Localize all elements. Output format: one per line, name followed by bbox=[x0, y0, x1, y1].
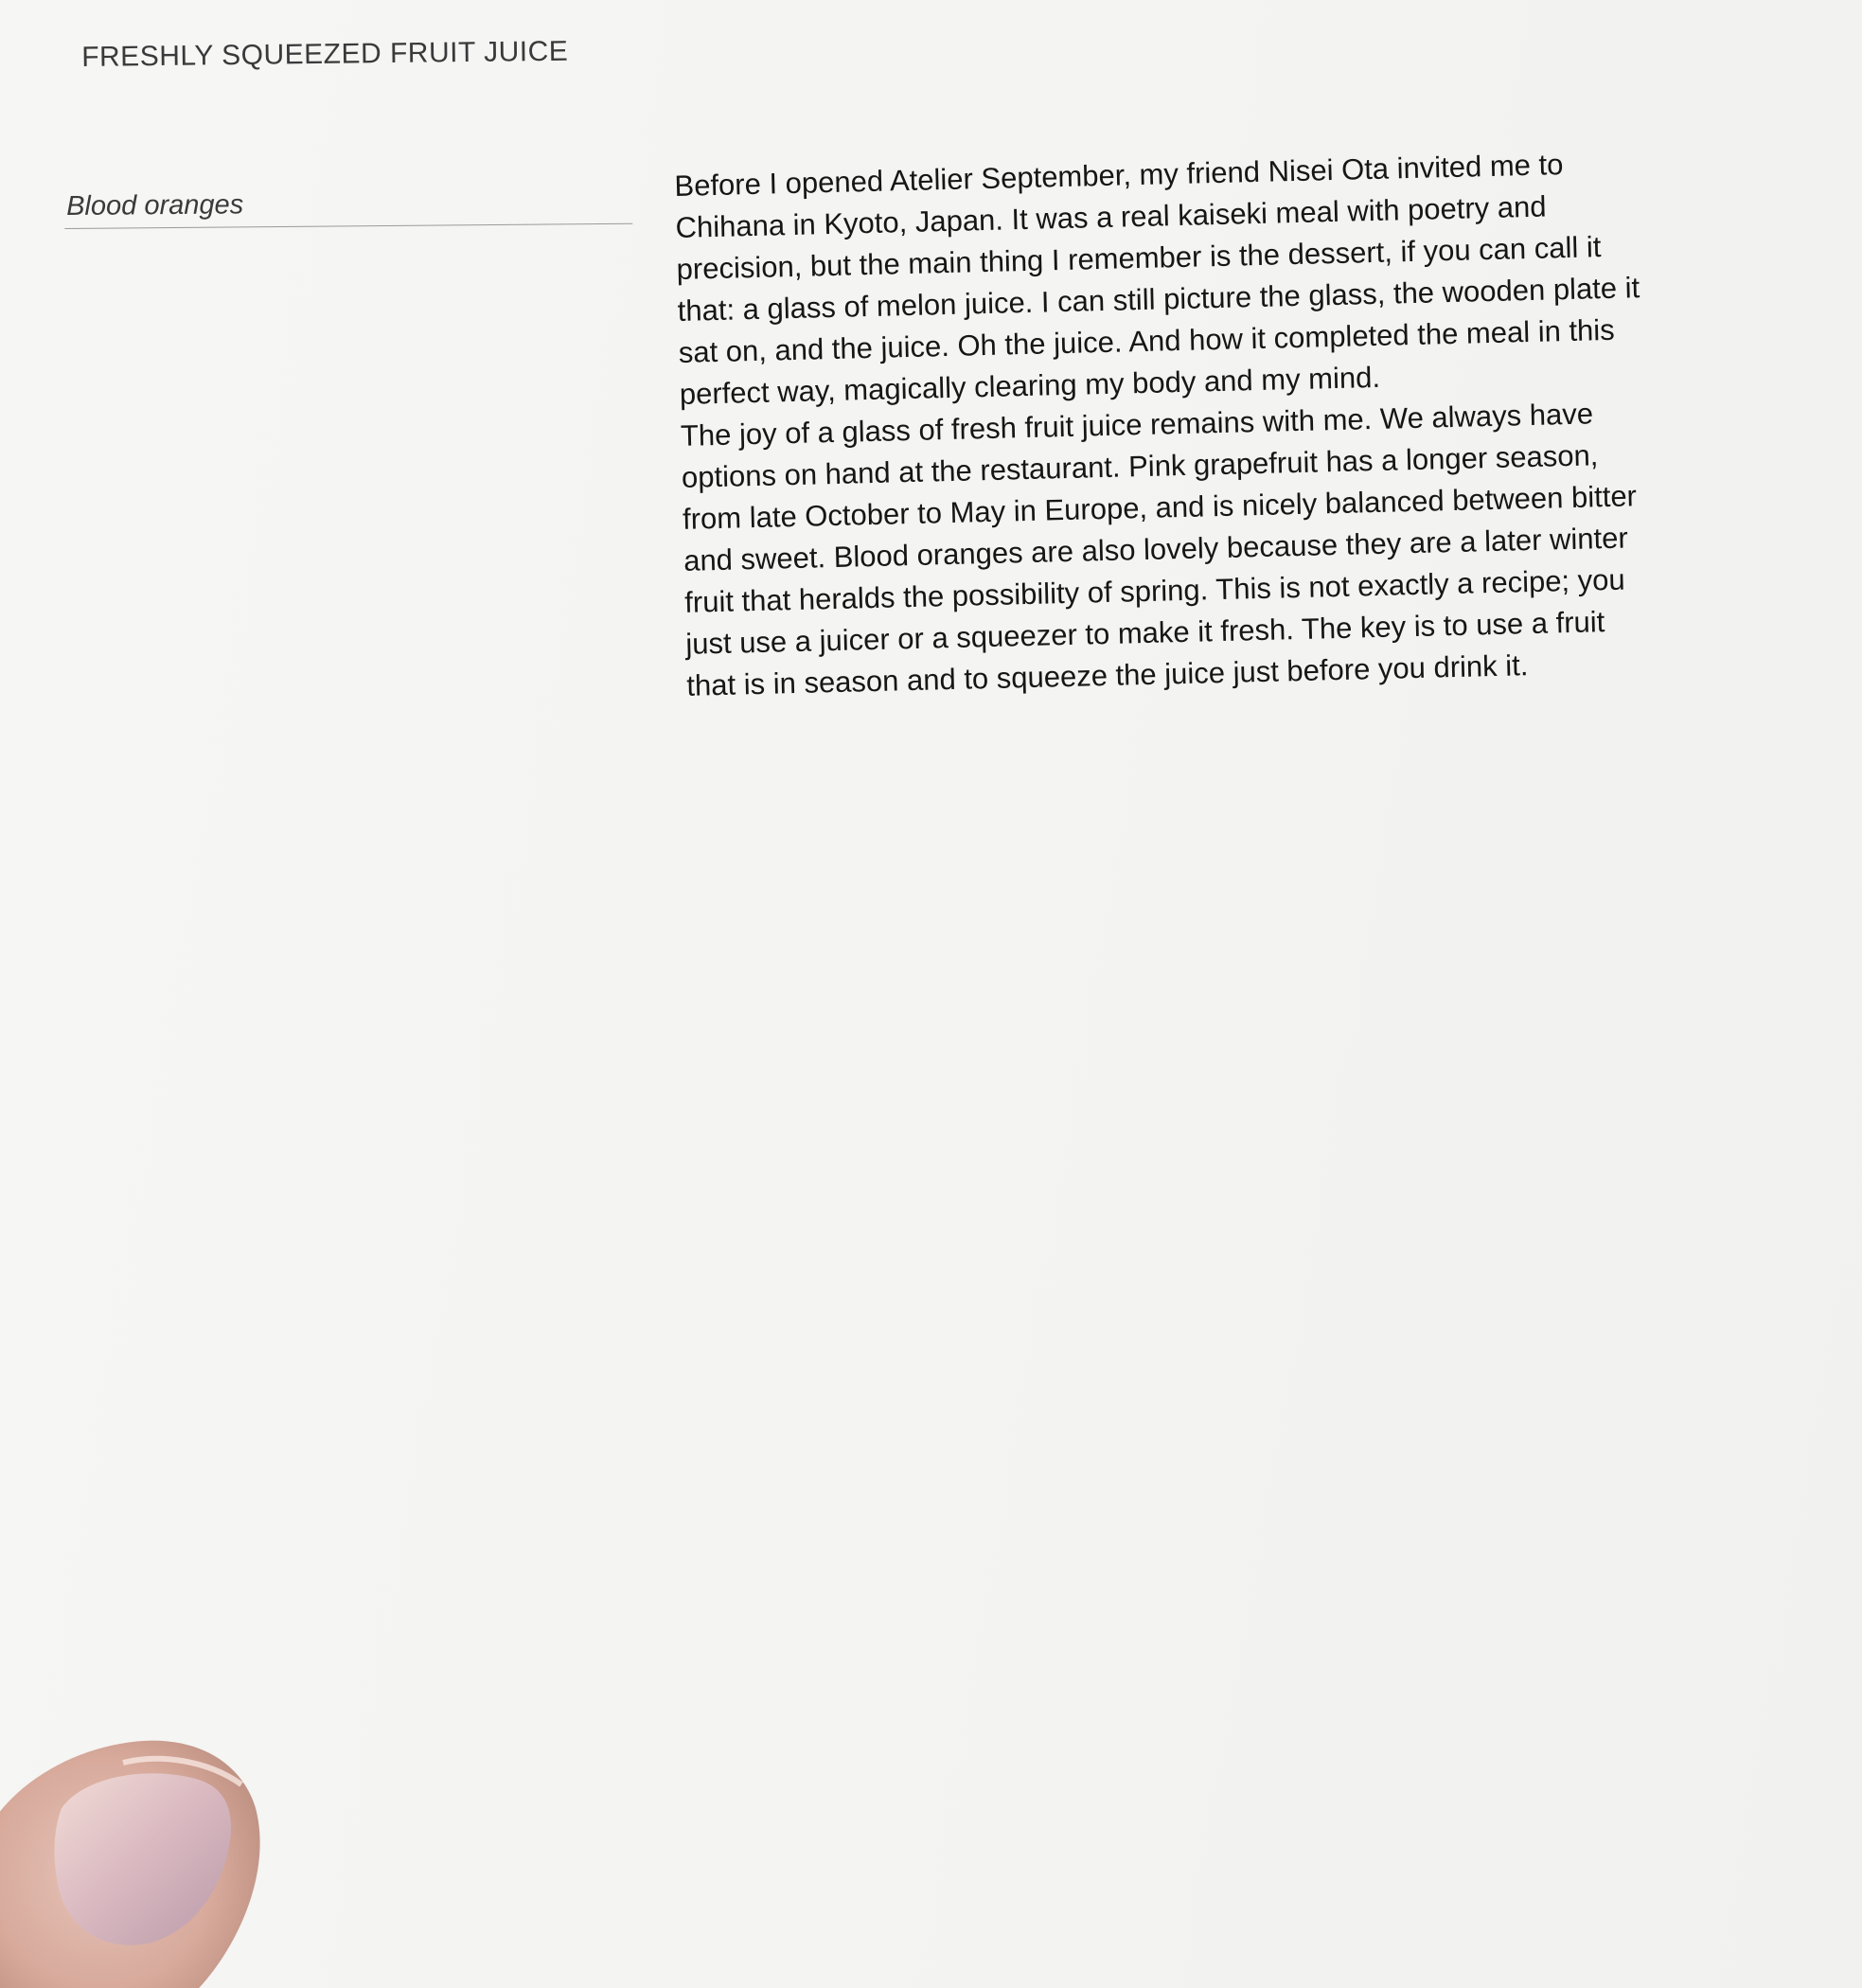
body-text bbox=[674, 142, 1662, 707]
paragraph-2: The joy of a glass of fresh fruit juice remains with me. We always have options on hand at the restaurant. Pink grapefruit has a longer season, from late October to May in Europe, and is nicely balanced between bitter and sweet. Blood oranges are also lovely because they are a later winter fruit that heralds the possibility of spring. This is not exactly a recipe; you just use a juicer or a squeezer to make it fresh. The key is to use a fruit that is in season and to squeeze the juice just before you drink it. bbox=[680, 397, 1638, 702]
ingredient-list bbox=[64, 186, 632, 229]
running-header: FRESHLY SQUEEZED FRUIT JUICE bbox=[81, 35, 569, 73]
paragraph-1: Before I opened Atelier September, my friend Nisei Ota invited me to Chihana in Kyoto, Japan. It was a real kaiseki meal with poetry and precision, but the main thing I remember is the dessert, if you can call it that: a glass of melon juice. I can still picture the glass, the wooden plate it sat on, and the juice. Oh the juice. And how it completed the meal in this perfect way, magically clearing my body and my mind. bbox=[674, 148, 1640, 411]
ingredient-item: Blood oranges bbox=[65, 189, 244, 222]
thumb-photo bbox=[0, 1695, 293, 1988]
